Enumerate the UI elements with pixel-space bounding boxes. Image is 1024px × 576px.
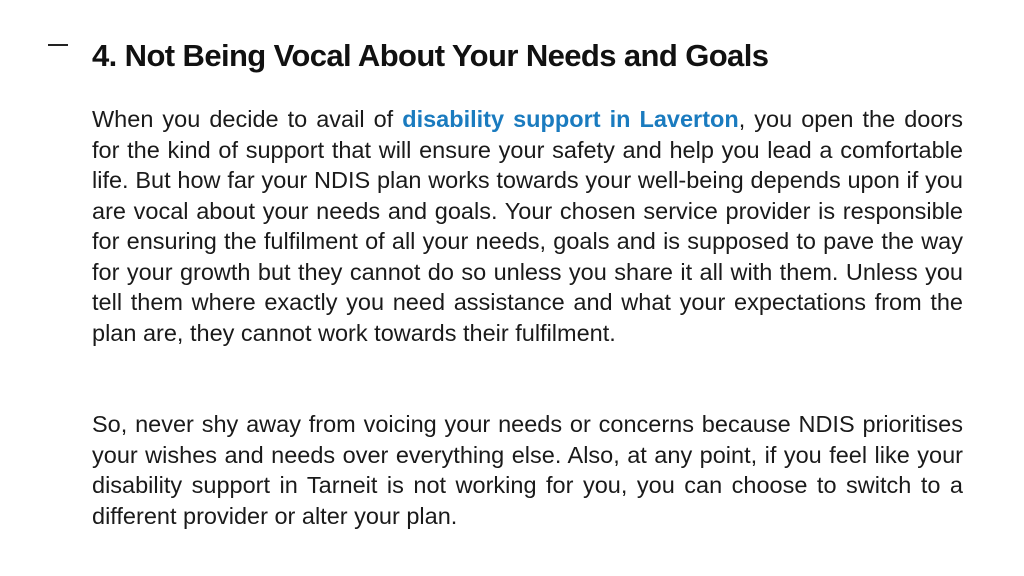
slide-title: 4. Not Being Vocal About Your Needs and Goals [92, 38, 769, 73]
paragraph-2: So, never shy away from voicing your needs or concerns because NDIS prioritises your wishes and needs over everything else. Also, at any point, if you feel like your disability support in Tarneit is not working for you, you can choose to switch to a different provider or alter your plan. [92, 411, 963, 529]
paragraph-1-rest: , you open the doors for the kind of support that will ensure your safety and help you lead a comfortable life. But how far your NDIS plan works towards your well-being depends upon if you are vocal about your needs and goals. Your chosen service provider is responsible for ensuring the fulfilment of all your needs, goals and is supposed to pave the way for your growth but they cannot do so unless you share it all with them. Unless you tell them where exactly you need assistance and what your expectations from the plan are, they cannot work towards their fulfilment. [92, 106, 964, 346]
paragraph-1 [92, 104, 963, 348]
disability-support-laverton-link[interactable]: disability support in Laverton [402, 106, 739, 132]
dash-marker [48, 44, 68, 46]
paragraph-1-intro: When you decide to avail of [92, 106, 403, 132]
